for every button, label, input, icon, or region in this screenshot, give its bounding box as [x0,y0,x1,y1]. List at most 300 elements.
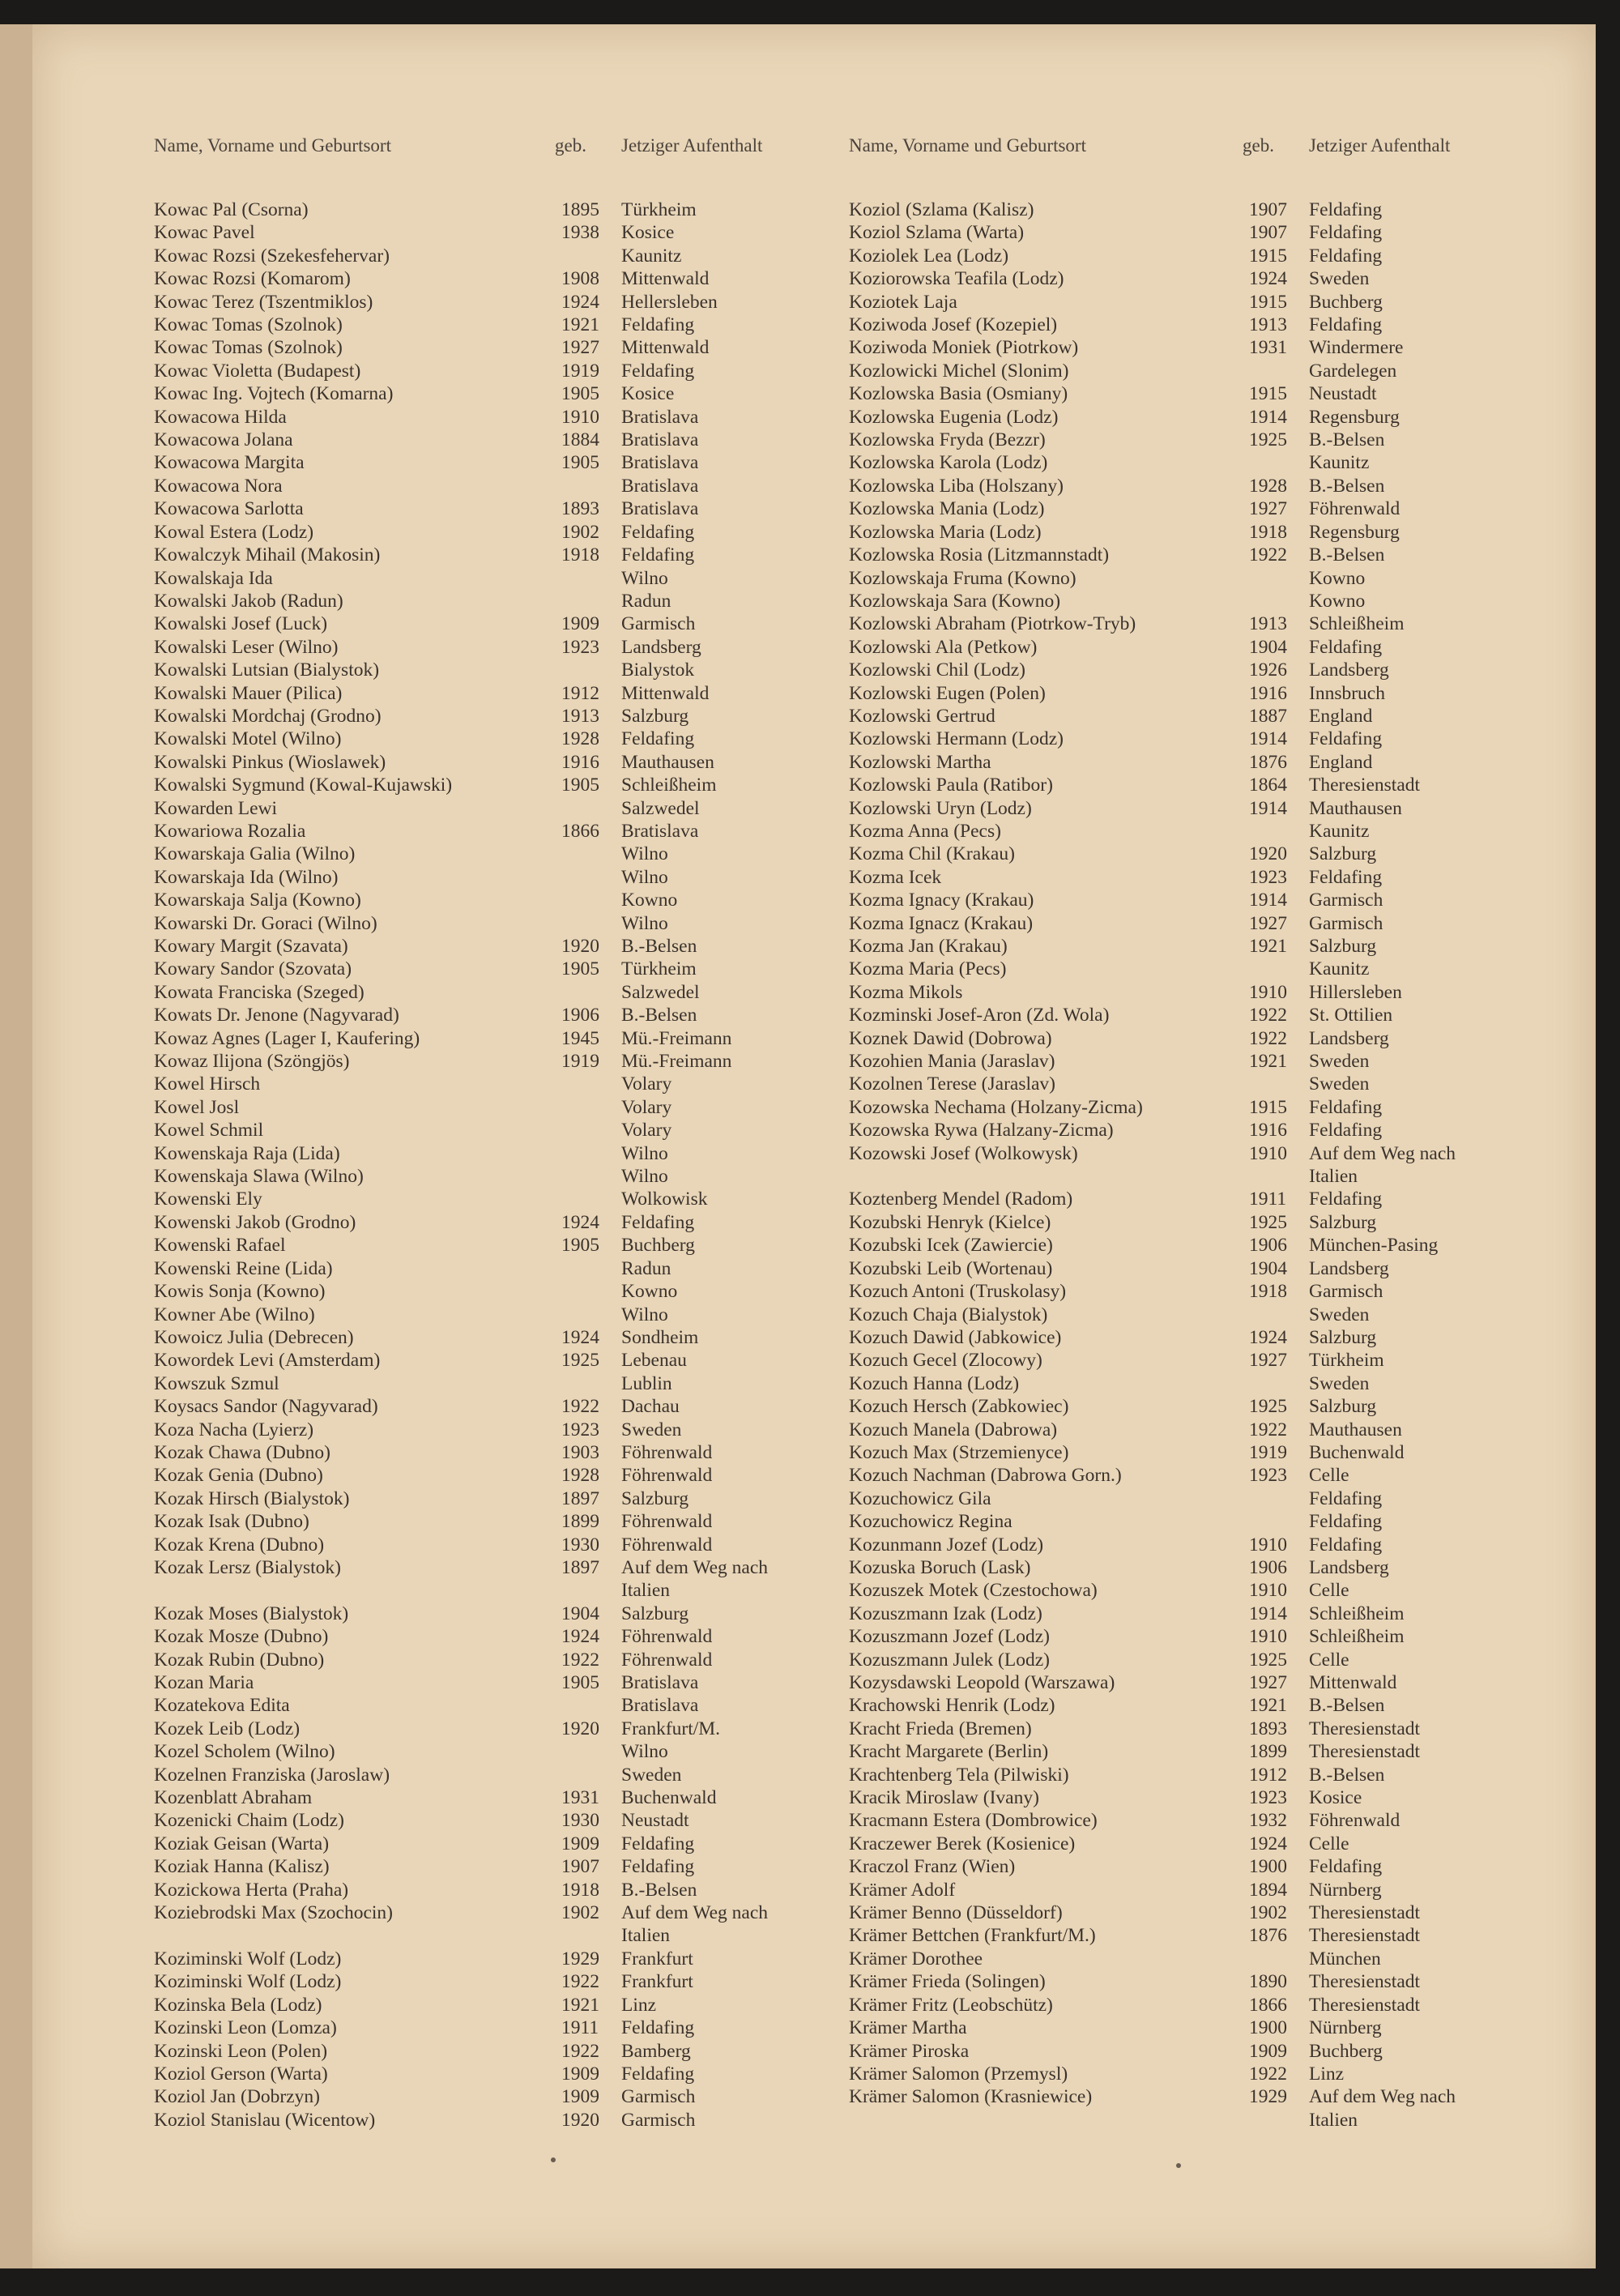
list-entry [849,1740,1537,1763]
list-entry [154,1096,826,1119]
entry-residence [1309,429,1537,451]
entry-residence-line: Sweden [1309,1073,1370,1095]
print-speck [551,2157,556,2162]
entry-birth-year [1243,567,1309,590]
entry-name: Kowalskaja Ida [154,567,273,589]
entry-residence [1309,291,1537,314]
entry-name: Kowats Dr. Jenone (Nagyvarad) [154,1005,399,1026]
entry-birth-year [555,866,621,889]
entry-residence [621,590,826,612]
entry-name: Kowaz Agnes (Lager I, Kaufering) [154,1027,420,1049]
list-entry [154,1257,826,1280]
entry-residence-line: Bratislava [621,452,699,474]
entry-residence [621,1809,826,1832]
entry-residence [1309,1096,1537,1119]
entry-name: Kowis Sonja (Kowno) [154,1281,326,1303]
entry-residence [621,636,826,659]
entry-residence-line: England [1309,751,1373,773]
entry-residence [1309,1372,1537,1395]
entry-residence-line: Bratislava [621,475,699,497]
entry-name: Kowalczyk Mihail (Makosin) [154,544,381,566]
entry-residence-line: Celle [1309,1833,1349,1854]
list-entry [154,497,826,520]
entry-residence [1309,1234,1537,1257]
entry-name: Kowalski Pinkus (Wioslawek) [154,751,386,773]
entry-birth-year: 1916 [561,751,599,773]
entry-residence-line: Salzburg [1309,843,1377,865]
entry-residence [621,1901,826,1948]
entry-residence-line: Theresienstadt [1309,1902,1421,1924]
list-entry [154,314,826,336]
entry-residence [621,544,826,566]
entry-residence [1309,935,1537,958]
entry-name: Kracht Margarete (Berlin) [849,1741,1049,1763]
list-entry [154,1419,826,1441]
entry-residence-line: Auf dem Weg nach [1309,2086,1456,2108]
entry-residence [1309,1901,1537,1924]
entry-residence [1309,2085,1537,2132]
entry-name: Kozubski Henryk (Kielce) [849,1211,1051,1233]
entry-birth-year [1243,1372,1309,1395]
entry-birth-year: 1909 [561,2086,599,2108]
entry-birth-year: 1904 [1249,1257,1287,1279]
list-entry [849,1304,1537,1326]
list-entry [154,336,826,359]
list-entry [154,544,826,566]
entry-birth-year: 1902 [561,1902,599,1924]
entry-residence [1309,406,1537,429]
entry-name: Krämer Fritz (Leobschütz) [849,1994,1053,2016]
entry-residence [1309,1257,1537,1280]
list-entry [849,705,1537,728]
entry-birth-year: 1866 [561,820,599,842]
entry-name: Kozma Ignacz (Krakau) [849,912,1034,934]
entry-residence [1309,382,1537,405]
entry-residence [1309,1948,1537,1970]
entry-name: Kozuszmann Jozef (Lodz) [849,1626,1050,1648]
entry-residence [1309,981,1537,1004]
entry-name: Kowordek Levi (Amsterdam) [154,1350,381,1372]
entry-residence-line: Windermere [1309,337,1404,359]
entry-birth-year [555,590,621,612]
entry-name: Kozlowski Chil (Lodz) [849,659,1025,681]
entry-residence-line: Feldafing [621,1211,695,1233]
entry-residence [1309,1534,1537,1556]
list-entry [849,1464,1537,1487]
entry-name: Koysacs Sandor (Nagyvarad) [154,1396,378,1418]
entry-name: Krämer Adolf [849,1879,956,1901]
entry-birth-year: 1922 [1249,1027,1287,1049]
entry-residence [621,705,826,728]
entry-residence-line: England [1309,705,1373,727]
entry-birth-year: 1905 [561,958,599,980]
list-entry [154,1487,826,1510]
entry-residence-line: Landsberg [621,636,701,658]
entry-residence [1309,728,1537,750]
entry-name: Kozatekova Edita [154,1695,290,1717]
list-entry [849,1924,1537,1947]
entry-name: Kozubski Leib (Wortenau) [849,1257,1053,1279]
entry-residence-line: Föhrenwald [621,1465,713,1487]
entry-residence [621,2085,826,2108]
entry-birth-year: 1927 [1249,498,1287,520]
list-entry [849,451,1537,474]
entry-residence-line: Regensburg [1309,406,1400,428]
entry-residence-line: Wilno [621,912,668,934]
entry-residence [621,1257,826,1280]
list-entry [154,935,826,958]
entry-name: Kowenskaja Raja (Lida) [154,1142,340,1164]
entry-name: Kozma Chil (Krakau) [849,843,1015,865]
entry-birth-year: 1919 [561,360,599,382]
entry-residence-line: Bamberg [621,2040,691,2062]
entry-name: Kowalski Mordchaj (Grodno) [154,705,382,727]
entry-name: Kozma Maria (Pecs) [849,958,1007,980]
entry-residence [1309,1304,1537,1326]
entry-birth-year: 1864 [1249,775,1287,796]
entry-residence-line: Kowno [1309,590,1366,612]
list-entry [154,291,826,314]
list-entry [154,636,826,659]
entry-birth-year: 1919 [561,1051,599,1073]
list-entry [849,958,1537,980]
entry-residence [1309,797,1537,820]
entry-name: Kowarskaja Salja (Kowno) [154,890,361,911]
entry-name: Kozenblatt Abraham [154,1787,313,1809]
entry-birth-year: 1931 [1249,337,1287,359]
entry-residence [621,1833,826,1855]
entry-residence-line: Buchberg [621,1235,695,1257]
entry-residence [621,198,826,221]
entry-birth-year: 1921 [561,314,599,336]
entry-name: Koziol (Szlama (Kalisz) [849,199,1034,220]
list-entry [849,866,1537,889]
entry-birth-year: 1925 [1249,1396,1287,1418]
entry-residence [1309,1625,1537,1648]
entry-residence [621,1764,826,1786]
list-entry [849,1556,1537,1579]
entry-birth-year: 1922 [561,1971,599,1993]
entry-birth-year: 1918 [1249,1281,1287,1303]
entry-birth-year: 1926 [1249,659,1287,681]
entry-residence [621,2109,826,2132]
list-entry [154,406,826,429]
entry-residence-line: Sweden [1309,1304,1370,1325]
entry-residence [1309,221,1537,244]
entry-name: Koziwoda Josef (Kozepiel) [849,314,1058,336]
entry-birth-year: 1914 [1249,406,1287,428]
entry-residence [621,1395,826,1418]
entry-name: Kozuch Chaja (Bialystok) [849,1304,1048,1325]
entry-residence-line: Feldafing [1309,1534,1383,1556]
entry-residence-line: Bratislava [621,820,699,842]
entry-residence-line: Feldafing [1309,866,1383,888]
header-place: Jetziger Aufenthalt [1309,135,1451,156]
list-entry [849,291,1537,314]
entry-birth-year: 1910 [1249,1626,1287,1648]
entry-residence-line: Kaunitz [1309,820,1370,842]
entry-residence [621,1280,826,1303]
entry-birth-year: 1931 [561,1787,599,1809]
entry-residence-line: Kaunitz [1309,452,1370,474]
entry-birth-year: 1945 [561,1027,599,1049]
entry-residence-line: Salzwedel [621,797,700,819]
list-entry [849,1419,1537,1441]
entry-residence [621,843,826,865]
list-entry [849,198,1537,221]
entry-residence-line: Celle [1309,1465,1349,1487]
entry-name: Kozak Krena (Dubno) [154,1534,325,1556]
list-entry [849,1534,1537,1556]
list-entry [154,1603,826,1625]
entry-name: Kowalski Sygmund (Kowal-Kujawski) [154,775,453,796]
entry-birth-year [555,1096,621,1119]
list-entry [849,797,1537,820]
entry-name: Kozak Isak (Dubno) [154,1511,309,1533]
entry-birth-year: 1893 [1249,1718,1287,1739]
list-entry [849,751,1537,774]
entry-residence [1309,774,1537,796]
entry-name: Kowac Tomas (Szolnok) [154,337,343,359]
entry-residence-line: Wolkowisk [621,1189,708,1210]
entry-birth-year: 1915 [1249,383,1287,405]
entry-name: Koznek Dawid (Dobrowa) [849,1027,1052,1049]
entry-residence [1309,1349,1537,1372]
entry-birth-year: 1927 [1249,1672,1287,1693]
list-entry [849,1510,1537,1533]
entry-birth-year: 1929 [561,1948,599,1970]
entry-residence [1309,751,1537,774]
entry-residence-line: Feldafing [1309,1096,1383,1118]
entry-name: Koziol Szlama (Warta) [849,222,1025,244]
entry-name: Kozlowskaja Sara (Kowno) [849,590,1061,612]
list-entry [849,1786,1537,1809]
entry-residence [621,1073,826,1095]
entry-name: Kowarski Dr. Goraci (Wilno) [154,912,377,934]
entry-residence-line: Auf dem Weg nach [1309,1142,1456,1164]
entry-residence-line: Türkheim [1309,1350,1384,1372]
list-entry [154,475,826,497]
list-entry [154,981,826,1004]
list-entry [154,1073,826,1095]
list-entry [849,2016,1537,2039]
list-entry [154,1809,826,1832]
entry-residence-line: Feldafing [621,728,695,750]
entry-name: Kowszuk Szmul [154,1372,279,1394]
entry-name: Koza Nacha (Lyierz) [154,1419,314,1440]
entry-residence-line: Feldafing [621,1856,695,1878]
entry-residence-line: Feldafing [621,360,695,382]
list-entry [849,1718,1537,1740]
entry-residence [1309,1510,1537,1533]
entry-residence-line: Feldafing [1309,1511,1383,1533]
entry-birth-year: 1923 [1249,1787,1287,1809]
entry-birth-year [555,1764,621,1786]
entry-residence-line: Italien [621,1580,671,1602]
entry-residence-line: Bialystok [621,659,695,681]
entry-birth-year: 1909 [561,613,599,635]
entry-name: Kozuch Max (Strzemienyce) [849,1441,1069,1463]
entry-name: Kozysdawski Leopold (Warszawa) [849,1672,1115,1693]
entry-residence [1309,1786,1537,1809]
entry-residence [621,866,826,889]
entry-birth-year [1243,590,1309,612]
entry-birth-year: 1912 [561,682,599,704]
entry-birth-year: 1907 [1249,199,1287,220]
entry-birth-year: 1918 [1249,521,1287,543]
list-entry [849,981,1537,1004]
entry-residence [621,1165,826,1188]
entry-residence-line: Sweden [621,1764,682,1786]
entry-residence-line: Radun [621,1257,671,1279]
entry-residence-line: Salzburg [621,1603,689,1624]
entry-residence [1309,521,1537,544]
entry-residence [1309,1855,1537,1878]
entry-residence [621,612,826,635]
entry-name: Kowary Sandor (Szovata) [154,958,352,980]
list-entry [154,1901,826,1948]
entry-birth-year: 1915 [1249,291,1287,313]
header-name: Name, Vorname und Geburtsort [849,135,1086,156]
entry-residence-line: Salzburg [1309,1396,1377,1418]
entry-name: Kowac Rozsi (Szekesfehervar) [154,245,390,267]
list-entry [849,1809,1537,1832]
list-entry [154,429,826,451]
entry-birth-year: 1921 [1249,1051,1287,1073]
entry-residence [1309,544,1537,566]
entry-residence-line: Salzburg [1309,1211,1377,1233]
entry-residence [621,981,826,1004]
left-column [154,130,826,2132]
entry-name: Kowalski Motel (Wilno) [154,728,342,750]
entry-name: Koziorowska Teafila (Lodz) [849,268,1064,290]
entry-residence [1309,1326,1537,1349]
entry-name: Kowata Franciska (Szeged) [154,981,364,1003]
entry-birth-year: 1916 [1249,682,1287,704]
list-entry [154,1534,826,1556]
header-year: geb. [555,135,586,156]
entry-name: Kowenski Ely [154,1189,262,1210]
list-entry [154,820,826,843]
entry-name: Kowac Pavel [154,222,255,244]
list-entry [154,1326,826,1349]
entry-residence [621,1694,826,1717]
entry-residence [621,1740,826,1763]
list-entry [849,820,1537,843]
list-entry [849,221,1537,244]
entry-residence-line: Dachau [621,1396,680,1418]
entry-residence-line: Landsberg [1309,1257,1389,1279]
entry-name: Kracik Miroslaw (Ivany) [849,1787,1039,1809]
list-entry [849,1234,1537,1257]
entry-residence-line: B.-Belsen [621,936,697,957]
entry-name: Kowac Pal (Csorna) [154,199,309,220]
entry-birth-year: 1866 [1249,1994,1287,2016]
entry-residence-line: Radun [621,590,671,612]
entry-residence [1309,1809,1537,1832]
list-entry [154,1625,826,1648]
list-entry [849,1395,1537,1418]
list-entry [154,1050,826,1073]
entry-birth-year: 1920 [561,2109,599,2131]
entry-name: Kozlowska Eugenia (Lodz) [849,406,1059,428]
entry-name: Krämer Piroska [849,2040,970,2062]
entry-name: Kowner Abe (Wilno) [154,1304,315,1325]
entry-residence [1309,1419,1537,1441]
list-entry [849,1142,1537,1189]
entry-birth-year: 1902 [1249,1902,1287,1924]
list-entry [154,1464,826,1487]
list-entry [154,1718,826,1740]
entry-residence-line: Wilno [621,1304,668,1325]
list-entry [154,521,826,544]
entry-residence-line: Linz [621,1994,657,2016]
entry-residence-line: B.-Belsen [1309,544,1385,566]
entry-residence [621,889,826,911]
entry-residence [1309,1740,1537,1763]
entry-residence [1309,958,1537,980]
list-entry [849,1119,1537,1142]
entry-birth-year: 1928 [1249,475,1287,497]
entry-birth-year: 1918 [561,544,599,566]
list-entry [849,1833,1537,1855]
entry-name: Kowary Margit (Szavata) [154,936,348,957]
entry-residence-line: Garmisch [621,2086,696,2108]
entry-residence [621,2040,826,2063]
entry-name: Kowel Schmil [154,1120,264,1142]
list-entry [849,1855,1537,1878]
entry-residence-line: Landsberg [1309,1556,1389,1578]
entry-name: Kowalski Josef (Luck) [154,613,328,635]
entry-residence [621,1419,826,1441]
list-entry [154,1970,826,1993]
entry-name: Kozlowski Hermann (Lodz) [849,728,1064,750]
list-entry [849,544,1537,566]
entry-residence-line: Volary [621,1120,672,1142]
entry-name: Kowenski Jakob (Grodno) [154,1211,356,1233]
entry-residence-line: Wilno [621,1142,668,1164]
entry-birth-year: 1913 [1249,613,1287,635]
list-entry [849,1004,1537,1026]
entry-residence-line: Buchberg [1309,291,1383,313]
entry-birth-year: 1911 [1249,1189,1287,1210]
entry-residence [621,1625,826,1648]
entry-name: Kozenicki Chaim (Lodz) [154,1810,344,1832]
entry-residence [1309,682,1537,705]
entry-residence [1309,1603,1537,1625]
entry-birth-year [555,981,621,1004]
entry-birth-year: 1906 [561,1005,599,1026]
entry-residence [1309,1694,1537,1717]
entry-birth-year [555,1694,621,1717]
entry-residence-line: Feldafing [621,2017,695,2039]
entry-birth-year: 1914 [1249,797,1287,819]
entry-residence [1309,1280,1537,1303]
entry-name: Kowalski Lutsian (Bialystok) [154,659,380,681]
entry-birth-year [555,1119,621,1142]
entry-birth-year: 1909 [561,1833,599,1854]
list-entry [154,889,826,911]
entry-name: Kowacowa Sarlotta [154,498,304,520]
entry-residence-line: Buchenwald [621,1787,717,1809]
entry-birth-year [1243,451,1309,474]
entry-name: Koziak Geisan (Warta) [154,1833,330,1854]
entry-name: Kowenskaja Slawa (Wilno) [154,1166,364,1188]
entry-name: Kraczol Franz (Wien) [849,1856,1016,1878]
entry-birth-year [555,1165,621,1188]
entry-residence [1309,659,1537,681]
list-entry [154,1764,826,1786]
